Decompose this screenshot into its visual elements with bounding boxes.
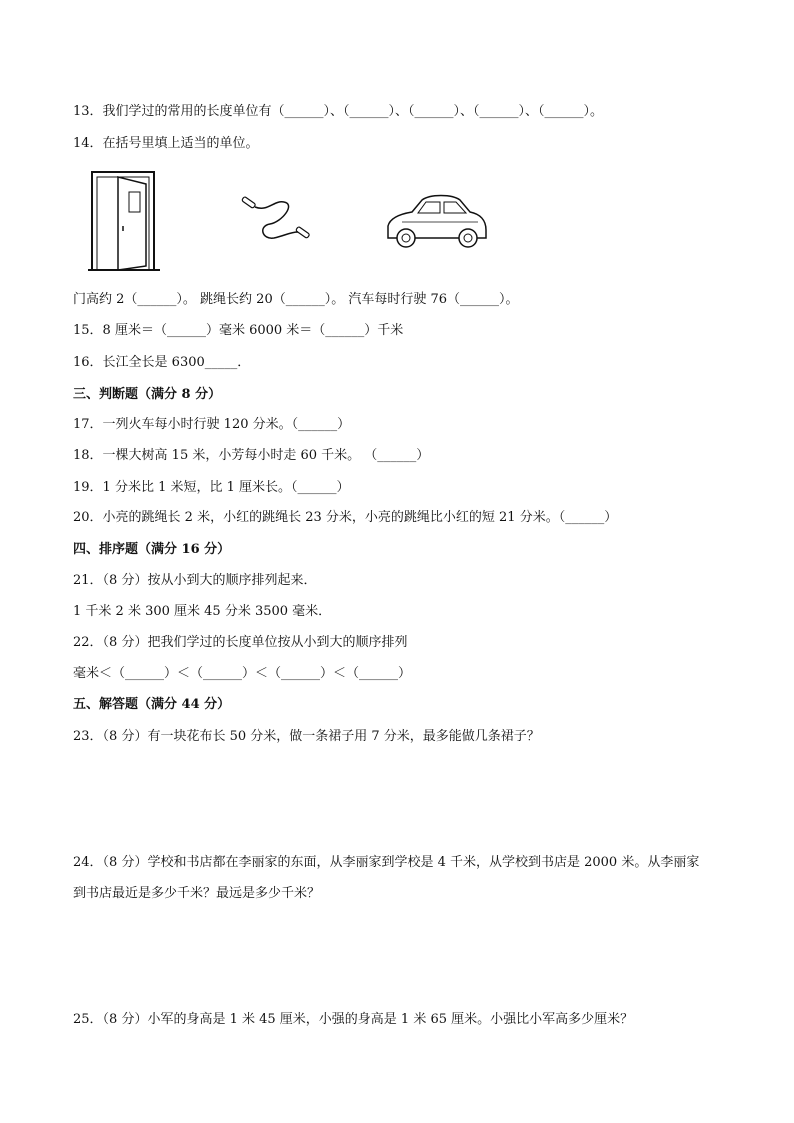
- car-image: [382, 190, 492, 252]
- section-4-heading: 四、排序题（满分 16 分）: [73, 542, 231, 557]
- question-22-order: 毫米＜（______）＜（______）＜（______）＜（______）: [73, 666, 412, 681]
- question-13: 13．我们学过的常用的长度单位有（______）、（______）、（______）、（______）、（______）。: [73, 104, 604, 119]
- question-21-items: 1 千米 2 米 300 厘米 45 分米 3500 毫米．: [73, 604, 332, 619]
- question-14-answers: 门高约 2（______）。 跳绳长约 20（______）。 汽车每时行驶 76（______）。: [73, 292, 519, 307]
- question-25: 25．（8 分）小军的身高是 1 米 45 厘米，小强的身高是 1 米 65 厘米。小强比小军高多少厘米？: [73, 1012, 634, 1027]
- question-22: 22．（8 分）把我们学过的长度单位按从小到大的顺序排列: [73, 635, 408, 650]
- question-23: 23．（8 分）有一块花布长 50 分米，做一条裙子用 7 分米，最多能做几条裙子？: [73, 729, 540, 744]
- question-18: 18．一棵大树高 15 米，小芳每小时走 60 千米。 （______）: [73, 448, 430, 463]
- question-14: 14．在括号里填上适当的单位。: [73, 136, 259, 151]
- question-21: 21．（8 分）按从小到大的顺序排列起来．: [73, 573, 317, 588]
- section-3-heading: 三、判断题（满分 8 分）: [73, 387, 222, 402]
- section-5-heading: 五、解答题（满分 44 分）: [73, 697, 231, 712]
- question-16: 16．长江全长是 6300_____．: [73, 355, 251, 370]
- question-19: 19．1 分米比 1 米短，比 1 厘米长。（______）: [73, 480, 350, 495]
- question-24-line-1: 24．（8 分）学校和书店都在李丽家的东面，从李丽家到学校是 4 千米，从学校到书店是 2000 米。从李丽家: [73, 855, 700, 870]
- question-24-line-2: 到书店最近是多少千米？最远是多少千米？: [73, 886, 321, 901]
- jump-rope-image: [238, 192, 318, 248]
- question-20: 20．小亮的跳绳长 2 米，小红的跳绳长 23 分米，小亮的跳绳比小红的短 21 分米。（______）: [73, 510, 618, 525]
- question-15: 15．8 厘米＝（______）毫米 6000 米＝（______）千米: [73, 323, 404, 338]
- question-17: 17．一列火车每小时行驶 120 分米。（______）: [73, 417, 351, 432]
- door-image: [88, 168, 160, 272]
